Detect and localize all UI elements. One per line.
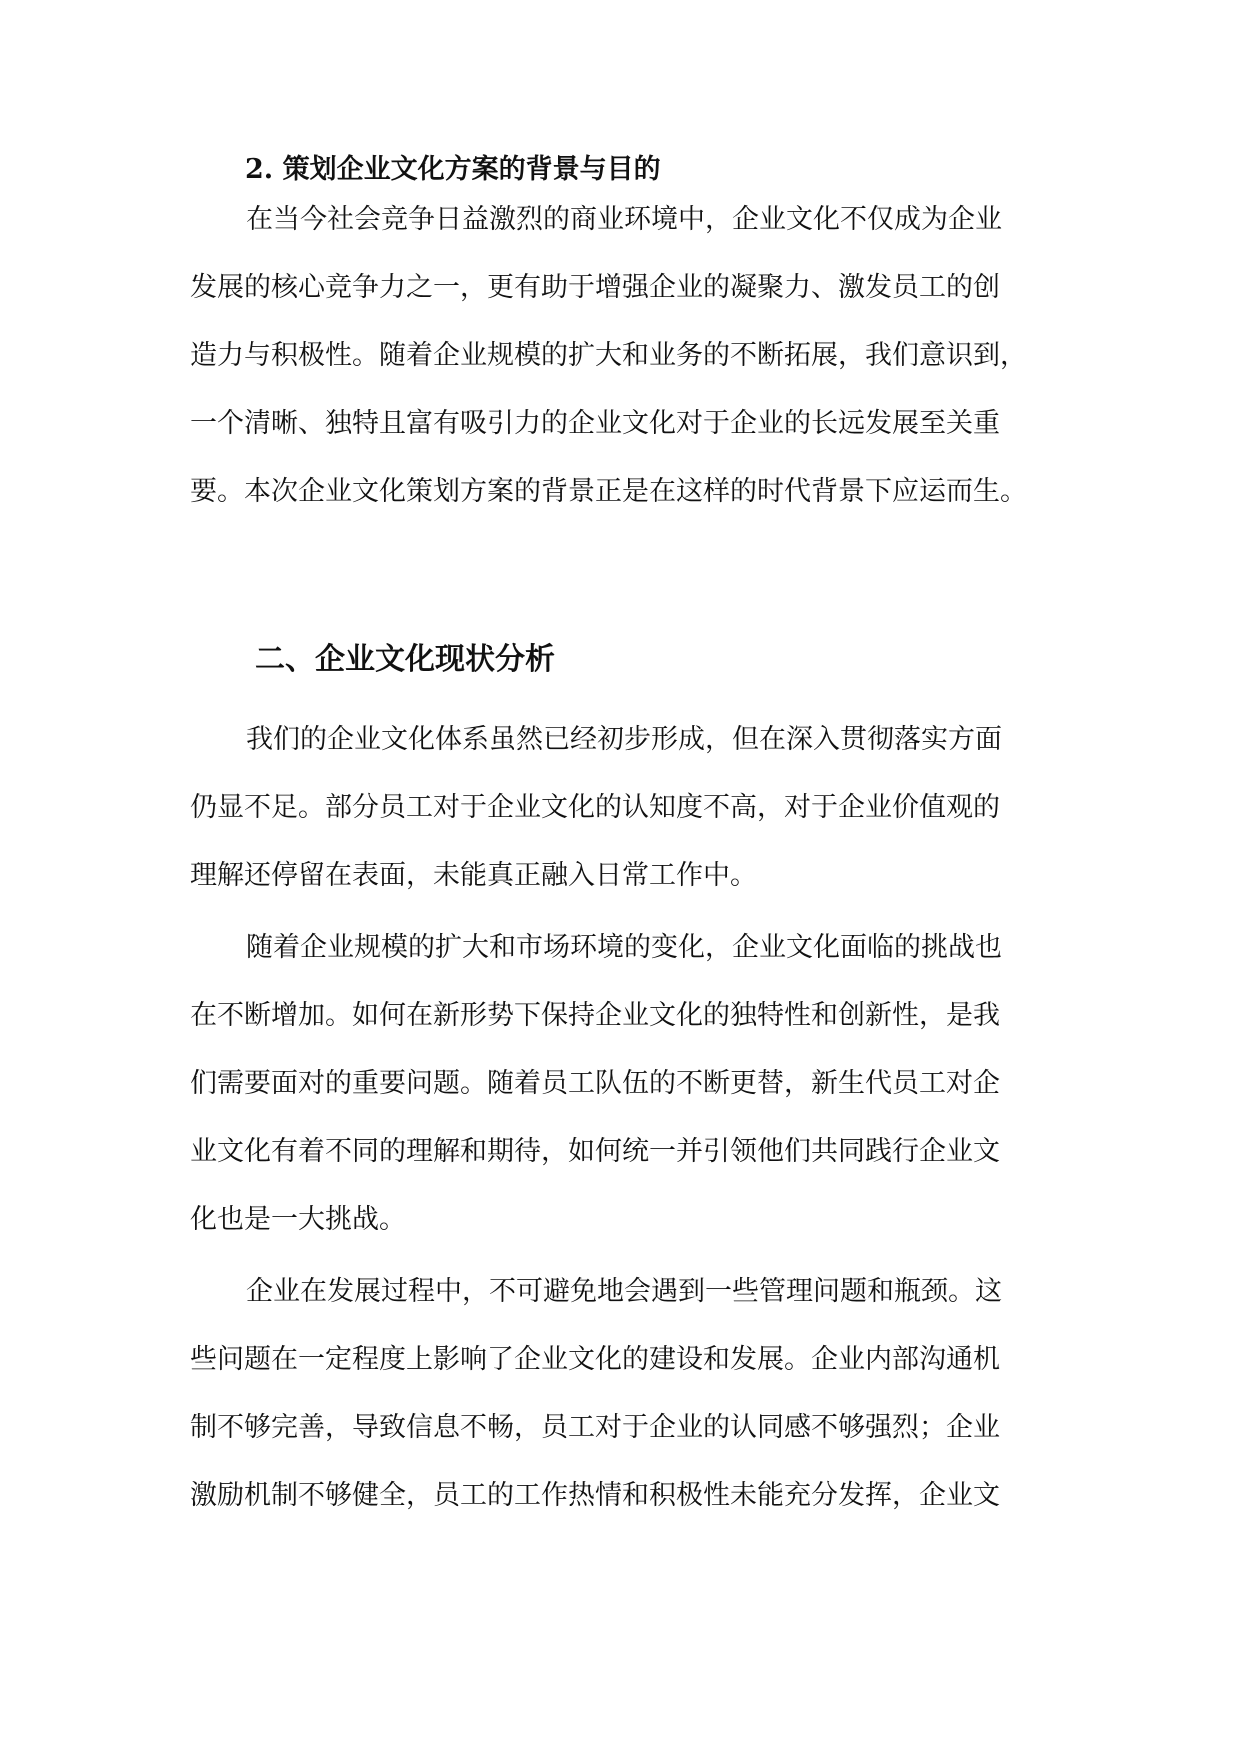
section-heading: 二、企业文化现状分析 xyxy=(255,642,555,677)
paragraph-line: 理解还停留在表面，未能真正融入日常工作中。 xyxy=(190,860,757,891)
paragraph-line: 造力与积极性。随着企业规模的扩大和业务的不断拓展，我们意识到， xyxy=(190,340,1027,371)
paragraph-line: 激励机制不够健全，员工的工作热情和积极性未能充分发挥，企业文 xyxy=(190,1480,1000,1511)
paragraph-line: 制不够完善，导致信息不畅，员工对于企业的认同感不够强烈；企业 xyxy=(190,1412,1000,1443)
sub-heading: 2. 策划企业文化方案的背景与目的 xyxy=(245,154,661,185)
paragraph-line: 一个清晰、独特且富有吸引力的企业文化对于企业的长远发展至关重 xyxy=(190,408,1000,439)
paragraph-line: 发展的核心竞争力之一，更有助于增强企业的凝聚力、激发员工的创 xyxy=(190,272,1000,303)
paragraph-line: 随着企业规模的扩大和市场环境的变化，企业文化面临的挑战也 xyxy=(246,932,1002,963)
paragraph-line: 化也是一大挑战。 xyxy=(190,1204,406,1235)
paragraph-line: 些问题在一定程度上影响了企业文化的建设和发展。企业内部沟通机 xyxy=(190,1344,1000,1375)
paragraph-line: 在不断增加。如何在新形势下保持企业文化的独特性和创新性，是我 xyxy=(190,1000,1000,1031)
paragraph-line: 们需要面对的重要问题。随着员工队伍的不断更替，新生代员工对企 xyxy=(190,1068,1000,1099)
paragraph-line: 在当今社会竞争日益激烈的商业环境中，企业文化不仅成为企业 xyxy=(246,204,1002,235)
paragraph-line: 业文化有着不同的理解和期待，如何统一并引领他们共同践行企业文 xyxy=(190,1136,1000,1167)
paragraph-line: 要。本次企业文化策划方案的背景正是在这样的时代背景下应运而生。 xyxy=(190,476,1027,507)
paragraph-line: 我们的企业文化体系虽然已经初步形成，但在深入贯彻落实方面 xyxy=(246,724,1002,755)
paragraph-line: 企业在发展过程中，不可避免地会遇到一些管理问题和瓶颈。这 xyxy=(246,1276,1002,1307)
paragraph-line: 仍显不足。部分员工对于企业文化的认知度不高，对于企业价值观的 xyxy=(190,792,1000,823)
